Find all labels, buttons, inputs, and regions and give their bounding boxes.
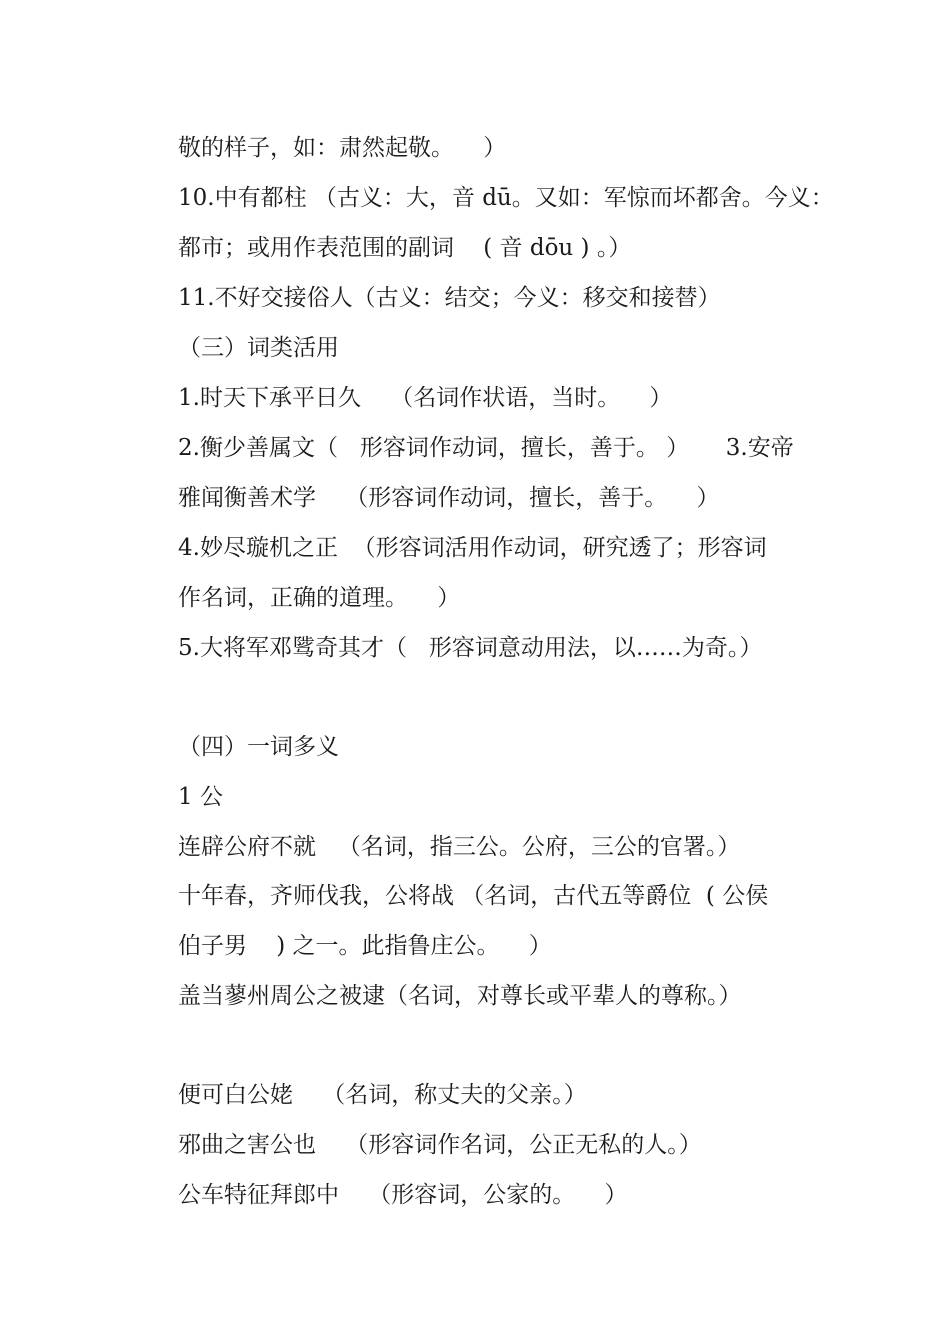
text-line: 盖当蓼州周公之被逮（名词，对尊长或平辈人的尊称。） [178,983,742,1009]
section-heading: （三）词类活用 [178,335,339,361]
text-line: 伯子男 ) 之一。此指鲁庄公。 ） [178,933,552,959]
text-line: 5.大将军邓骘奇其才（ 形容词意动用法，以……为奇。） [178,635,763,661]
section-heading: （四）一词多义 [178,734,339,760]
text-line: 4.妙尽璇机之正 （形容词活用作动词，研究透了；形容词 [178,535,767,561]
text-line: 作名词，正确的道理。 ） [178,585,461,611]
text-line: 雅闻衡善术学 （形容词作动词，擅长，善于。 ） [178,485,720,511]
text-line: 邪曲之害公也 （形容词作名词，公正无私的人。） [178,1132,702,1158]
text-line: 敬的样子，如：肃然起敬。 ） [178,135,507,161]
text-line: 公车特征拜郎中 （形容词，公家的。 ） [178,1182,628,1208]
text-line: 十年春，齐师伐我，公将战 （名词，古代五等爵位 ( 公侯 [178,883,769,909]
text-line: 11.不好交接俗人（古义：结交；今义：移交和接替） [178,285,721,311]
text-line: 1.时天下承平日久 （名词作状语，当时。 ） [178,385,673,411]
text-line: 都市；或用作表范围的副词 ( 音 dōu ) 。） [178,235,632,261]
text-line: 2.衡少善属文（ 形容词作动词，擅长，善于。 ） 3.安帝 [178,435,794,461]
text-line: 便可白公姥 （名词，称丈夫的父亲。） [178,1082,587,1108]
subsection-heading: 1 公 [178,784,223,810]
text-line: 10.中有都柱 （古义：大，音 dū。又如：军惊而坏都舍。今义： [178,185,834,211]
text-line: 连辟公府不就 （名词，指三公。公府，三公的官署。） [178,834,741,860]
